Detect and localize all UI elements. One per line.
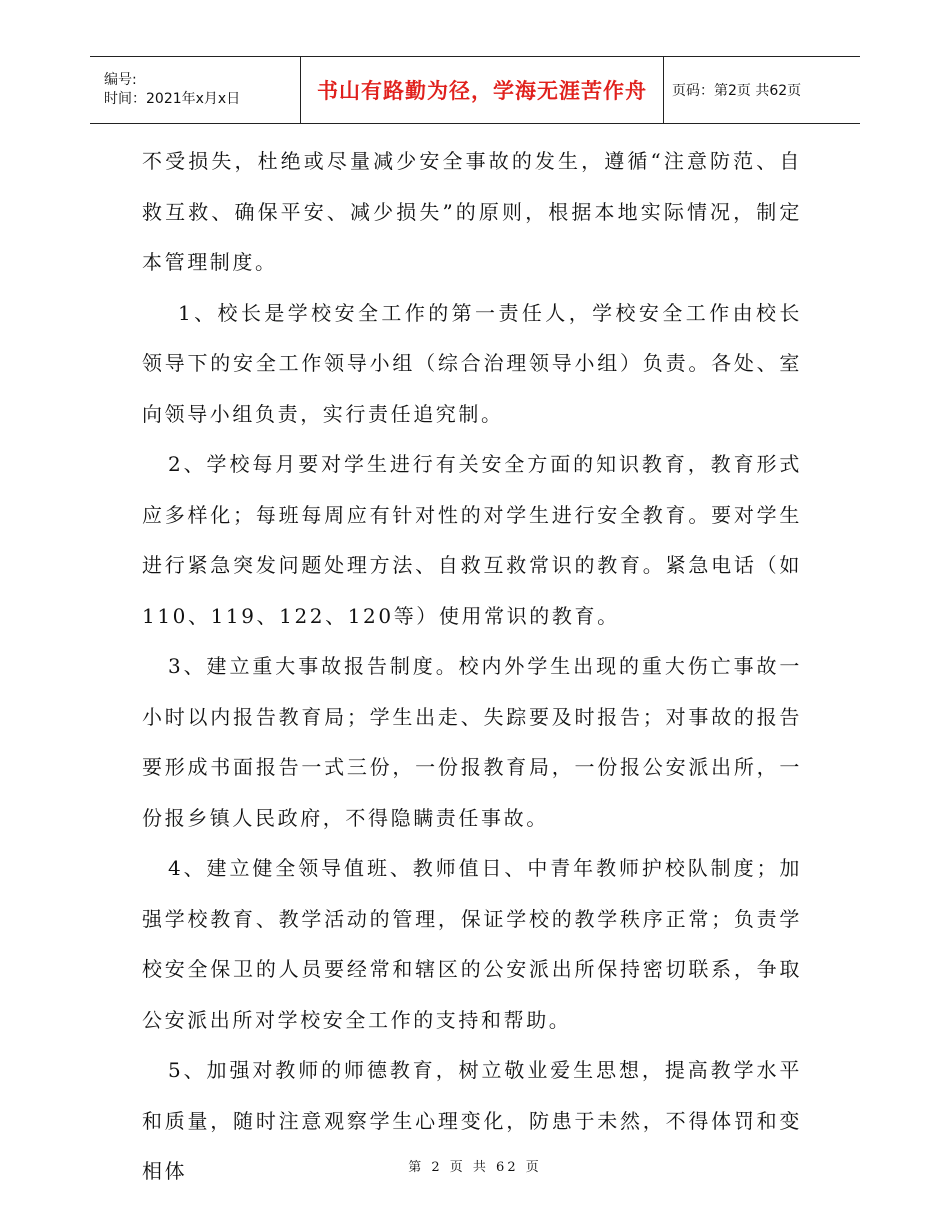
paragraph-rule-5: 5、加强对教师的师德教育，树立敬业爱生思想，提高教学水平和质量，随时注意观察学生心理变化，防患于未然，不得体罚和变相体 (142, 1058, 802, 1183)
paragraph-intro: 不受损失，杜绝或尽量减少安全事故的发生，遵循“注意防范、自救互救、确保平安、减少损失”的原则，根据本地实际情况，制定本管理制度。 (142, 149, 802, 274)
serial-number-label: 编号: (104, 72, 137, 88)
paragraph-rule-4: 4、建立健全领导值班、教师值日、中青年教师护校队制度；加强学校教育、教学活动的管理，保证学校的教学秩序正常；负责学校安全保卫的人员要经常和辖区的公安派出所保持密切联系，争取公安派出所对学校安全工作的支持和帮助。 (142, 856, 802, 1032)
header-page-info: 页码：第2页 共62页 (672, 83, 802, 99)
page-footer: 第 2 页 共 62 页 (408, 1160, 542, 1175)
paragraph-rule-1: 1、校长是学校安全工作的第一责任人，学校安全工作由校长领导下的安全工作领导小组（综合治理领导小组）负责。各处、室向领导小组负责，实行责任追究制。 (142, 300, 802, 426)
paragraph-rule-3: 3、建立重大事故报告制度。校内外学生出现的重大伤亡事故一小时以内报告教育局；学生出走、失踪要及时报告；对事故的报告要形成书面报告一式三份，一份报教育局，一份报公安派出所，一份报乡镇人民政府，不得隐瞒责任事故。 (142, 654, 802, 830)
date-label: 时间：2021年x月x日 (104, 91, 241, 107)
header-meta (90, 57, 300, 123)
paragraph-rule-2: 2、学校每月要对学生进行有关安全方面的知识教育，教育形式应多样化；每班每周应有针对性的对学生进行安全教育。要对学生进行紧急突发问题处理方法、自救互救常识的教育。紧急电话（如110、119、122、120等）使用常识的教育。 (142, 452, 802, 628)
page-header (90, 56, 860, 124)
header-motto: 书山有路勤为径，学海无涯苦作舟 (300, 57, 664, 123)
document-body (142, 136, 802, 1197)
